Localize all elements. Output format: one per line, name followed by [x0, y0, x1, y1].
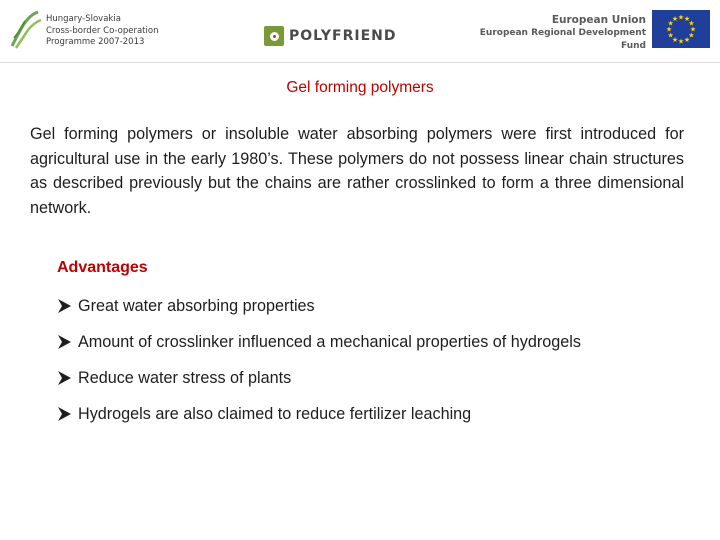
- hungary-slovakia-programme-logo: [10, 8, 159, 52]
- list-item-text: Amount of crosslinker influenced a mechanical properties of hydrogels: [78, 333, 581, 351]
- arrow-bullet-icon: [57, 370, 72, 386]
- eu-star-icon: ★: [689, 26, 697, 34]
- eu-star-icon: ★: [667, 20, 674, 28]
- list-item: [57, 328, 581, 364]
- eu-star-icon: ★: [677, 38, 685, 46]
- eu-star-icon: ★: [677, 14, 685, 22]
- advantages-heading: Advantages: [57, 259, 148, 276]
- list-item-text: Hydrogels are also claimed to reduce fertilizer leaching: [78, 405, 472, 423]
- eu-star-icon: ★: [683, 36, 691, 44]
- polyfriend-logo: [264, 24, 397, 48]
- slide-header: [0, 0, 720, 62]
- hills-logo-icon: [10, 8, 44, 52]
- polyfriend-mark-icon: [264, 26, 284, 46]
- polyfriend-logo-text: POLYFRIEND: [289, 28, 397, 44]
- list-item-text: Great water absorbing properties: [78, 297, 315, 315]
- slide-title: Gel forming polymers: [286, 79, 434, 96]
- eu-flag-icon: [652, 10, 710, 48]
- eu-star-icon: ★: [667, 32, 674, 40]
- eu-star-icon: ★: [688, 20, 695, 28]
- programme-logo-text: [46, 14, 158, 49]
- arrow-bullet-icon: [57, 298, 72, 314]
- arrow-bullet-icon: [57, 406, 72, 422]
- eu-logo-text: [466, 14, 646, 53]
- eu-star-icon: ★: [671, 36, 679, 44]
- intro-paragraph: Gel forming polymers or insoluble water absorbing polymers were first introduced for agricultural use in the early 1980’s. These polymers do not possess linear chain structures as described previously but the chains are rather crosslinked to form a three dimensional network.: [30, 125, 684, 217]
- eu-star-icon: ★: [683, 16, 691, 24]
- eu-star-icon: ★: [665, 26, 673, 34]
- arrow-bullet-icon: [57, 334, 72, 350]
- programme-logo-line: Programme 2007-2013: [46, 37, 145, 47]
- header-divider: [0, 62, 720, 63]
- list-item: [57, 364, 581, 400]
- eu-logo-line: European Union: [551, 14, 646, 26]
- advantages-list: [57, 292, 581, 436]
- programme-logo-line: Cross-border Co-operation: [46, 25, 159, 36]
- eu-logo-line: European Regional Development Fund: [479, 28, 646, 51]
- list-item: [57, 292, 581, 328]
- eu-star-icon: ★: [688, 32, 695, 40]
- eu-star-icon: ★: [671, 16, 679, 24]
- list-item: [57, 400, 581, 436]
- list-item-text: Reduce water stress of plants: [78, 369, 292, 387]
- programme-logo-line: Hungary-Slovakia: [46, 14, 121, 24]
